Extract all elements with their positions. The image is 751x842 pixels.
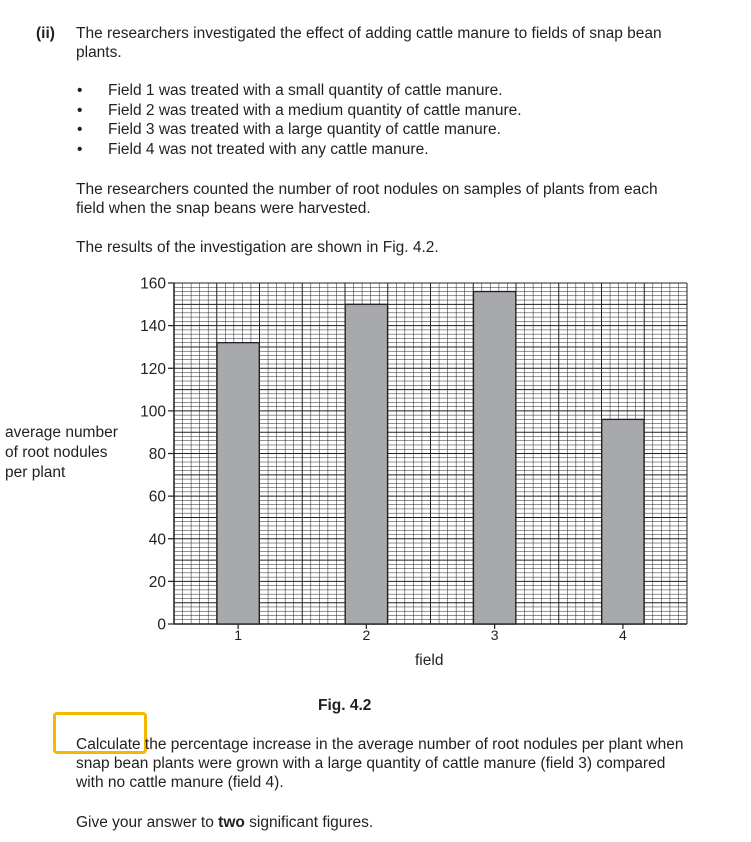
intro-line-1: The researchers investigated the effect of adding cattle manure to fields of snap bean — [76, 25, 662, 42]
y-axis-label-line: of root nodules — [5, 444, 108, 461]
x-tick-label: 3 — [490, 627, 499, 643]
x-tick-label: 1 — [234, 627, 243, 643]
calc-line-1-text: the percentage increase in the average number of root nodules per plant when — [140, 736, 684, 753]
calculate-keyword: Calculate — [76, 736, 141, 753]
y-tick-label: 100 — [140, 403, 166, 421]
y-axis-label-line: per plant — [5, 464, 66, 481]
y-tick-label: 0 — [157, 616, 166, 634]
results-line: The results of the investigation are shown in Fig. 4.2. — [76, 239, 439, 256]
bullet-icon: • — [77, 101, 83, 119]
y-tick-label: 140 — [140, 318, 166, 336]
bar-field-2 — [345, 304, 387, 624]
y-tick-label: 160 — [140, 275, 166, 293]
bullet-icon: • — [77, 140, 83, 158]
calc-line-1 — [76, 735, 683, 754]
x-axis-label: field — [415, 652, 444, 669]
bar-field-4 — [602, 419, 644, 624]
counted-line-1: The researchers counted the number of root nodules on samples of plants from each — [76, 181, 658, 198]
bullet-text: Field 4 was not treated with any cattle manure. — [108, 140, 429, 158]
calc-line-2: snap bean plants were grown with a large quantity of cattle manure (field 3) compared — [76, 755, 666, 772]
answer-bold: two — [218, 814, 245, 831]
y-tick-label: 60 — [148, 488, 166, 506]
answer-pre: Give your answer to — [76, 814, 219, 831]
answer-post: significant figures. — [244, 814, 374, 831]
y-tick-label: 20 — [148, 573, 166, 591]
bullet-icon: • — [77, 82, 83, 99]
bar-field-3 — [473, 292, 515, 624]
bullet-text: Field 2 was treated with a medium quantity of cattle manure. — [108, 101, 522, 119]
y-axis-label-line: average number — [5, 424, 118, 441]
counted-line-2: field when the snap beans were harvested. — [76, 200, 371, 217]
calc-line-3: with no cattle manure (field 4). — [76, 774, 284, 791]
bullet-text: Field 1 was treated with a small quantity of cattle manure. — [108, 82, 503, 99]
bullet-icon: • — [77, 121, 83, 138]
x-tick-label: 2 — [362, 627, 371, 643]
bar-field-1 — [217, 343, 259, 624]
bullet-text: Field 3 was treated with a large quantity of cattle manure. — [108, 121, 501, 138]
y-tick-label: 40 — [148, 531, 166, 549]
y-tick-label: 80 — [148, 446, 166, 463]
x-tick-label: 4 — [618, 627, 627, 643]
figure-caption: Fig. 4.2 — [318, 697, 372, 714]
question-number: (ii) — [36, 25, 55, 42]
intro-line-2: plants. — [76, 44, 122, 61]
answer-instruction — [76, 813, 373, 832]
y-tick-label: 120 — [140, 360, 166, 378]
